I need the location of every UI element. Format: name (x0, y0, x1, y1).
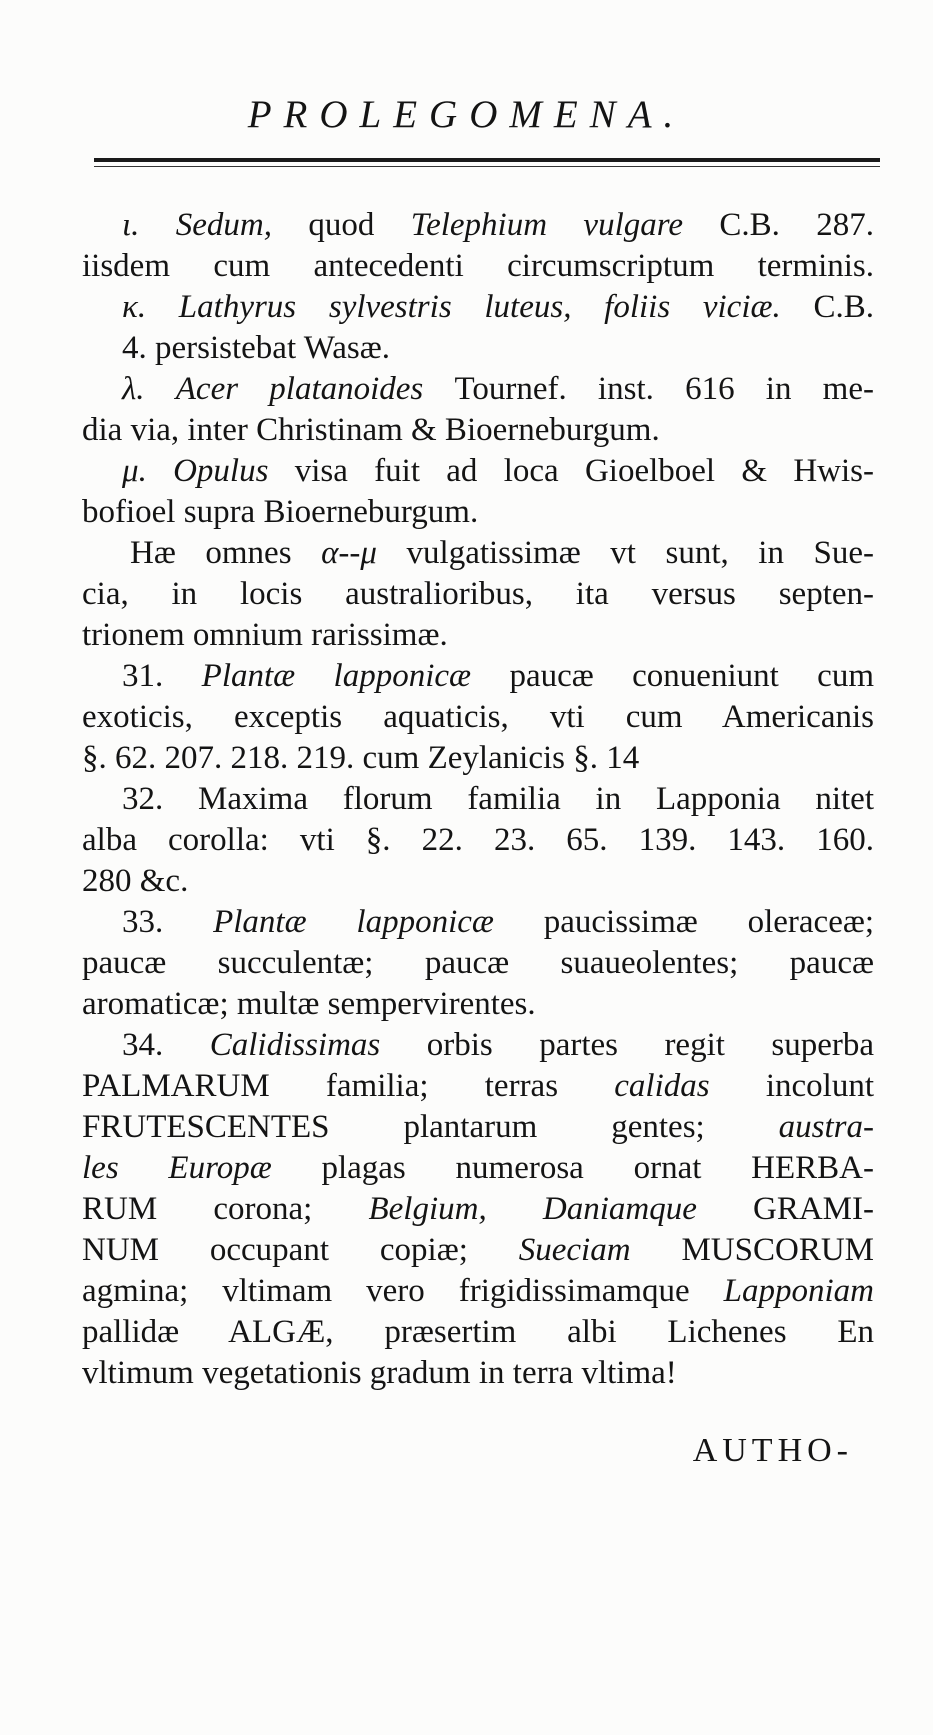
text-line (82, 1312, 874, 1353)
roman-text: 4. persistebat Wasæ. (122, 330, 391, 366)
text-line (82, 369, 874, 410)
text-line (82, 1271, 874, 1312)
italic-text: ι. Sedum, (122, 207, 309, 243)
roman-text: PALMARUM familia; terras (82, 1068, 615, 1104)
roman-text: 280 &c. (82, 863, 189, 899)
italic-text: austra- (778, 1109, 874, 1145)
roman-text: incolunt (765, 1068, 874, 1104)
text-line (82, 779, 874, 820)
roman-text: quod (308, 207, 411, 243)
italic-text: α--μ (321, 535, 407, 571)
text-line (82, 820, 874, 861)
italic-text: Lapponiam (723, 1273, 874, 1309)
header-rule-thin (94, 166, 880, 167)
roman-text: 31. (122, 658, 202, 694)
text-line (82, 902, 874, 943)
italic-text: les Europæ (82, 1150, 322, 1186)
text-line (82, 861, 874, 902)
text-line (82, 205, 874, 246)
italic-text: λ. Acer platanoides (122, 371, 455, 407)
roman-text: bofioel supra Bioerneburgum. (82, 494, 479, 530)
italic-text: Plantæ lapponicæ (213, 904, 544, 940)
roman-text: MUSCORUM (681, 1232, 874, 1268)
roman-text: agmina; vltimam vero frigidissimamque (82, 1273, 724, 1309)
roman-text: 32. Maxima florum familia in Lapponia nitet (122, 781, 874, 817)
text-line (82, 697, 874, 738)
roman-text: paucæ succulentæ; paucæ suaueolentes; paucæ (82, 945, 874, 981)
text-line (82, 533, 874, 574)
text-line (82, 287, 874, 328)
italic-text: Calidissimas (209, 1027, 427, 1063)
header-rule (94, 158, 880, 162)
body-text (82, 205, 874, 1394)
roman-text: vulgatissimæ vt sunt, in Sue- (406, 535, 874, 571)
text-line (82, 246, 874, 287)
text-line (82, 738, 874, 779)
roman-text: FRUTESCENTES plantarum gentes; (82, 1109, 779, 1145)
roman-text: exoticis, exceptis aquaticis, vti cum Americanis (82, 699, 874, 735)
roman-text: iisdem cum antecedenti circumscriptum terminis. (82, 248, 874, 284)
roman-text: Tournef. inst. 616 in me- (454, 371, 874, 407)
roman-text: NUM occupant copiæ; (82, 1232, 519, 1268)
italic-text: calidas (614, 1068, 766, 1104)
roman-text: dia via, inter Christinam & Bioerneburgum. (82, 412, 660, 448)
text-line (82, 451, 874, 492)
roman-text: trionem omnium rarissimæ. (82, 617, 448, 653)
roman-text: paucissimæ oleraceæ; (543, 904, 874, 940)
catchword: AUTHO- (692, 1432, 853, 1469)
roman-text: C.B. (813, 289, 874, 325)
roman-text: plagas numerosa ornat HERBA- (321, 1150, 874, 1186)
roman-text: 33. (122, 904, 214, 940)
text-line (82, 410, 874, 451)
text-line (82, 492, 874, 533)
text-line (82, 328, 874, 369)
text-line (82, 1353, 874, 1394)
italic-text: Sueciam (518, 1232, 682, 1268)
roman-text: C.B. 287. (719, 207, 874, 243)
text-line (82, 943, 874, 984)
roman-text: cia, in locis australioribus, ita versus septen- (82, 576, 874, 612)
roman-text: 34. (122, 1027, 210, 1063)
text-line (82, 984, 874, 1025)
italic-text: κ. Lathyrus sylvestris luteus, foliis viciæ. (122, 289, 814, 325)
roman-text: alba corolla: vti §. 22. 23. 65. 139. 143. 160. (82, 822, 874, 858)
roman-text: RUM corona; (82, 1191, 369, 1227)
italic-text: Telephium vulgare (410, 207, 720, 243)
roman-text: paucæ conueniunt cum (509, 658, 874, 694)
roman-text: aromaticæ; multæ sempervirentes. (82, 986, 536, 1022)
text-line (82, 1025, 874, 1066)
italic-text: Plantæ lapponicæ (201, 658, 510, 694)
text-line (82, 1189, 874, 1230)
roman-text: pallidæ ALGÆ, præsertim albi Lichenes En (82, 1314, 874, 1350)
text-line (82, 574, 874, 615)
italic-text: μ. Opulus (122, 453, 295, 489)
roman-text: orbis partes regit superba (426, 1027, 874, 1063)
roman-text: visa fuit ad loca Gioelboel & Hwis- (294, 453, 874, 489)
text-line (82, 1148, 874, 1189)
text-line (82, 656, 874, 697)
roman-text: GRAMI- (753, 1191, 874, 1227)
running-header: PROLEGOMENA. (247, 93, 686, 136)
roman-text: §. 62. 207. 218. 219. cum Zeylanicis §. 14 (82, 740, 640, 776)
roman-text: vltimum vegetationis gradum in terra vltima! (82, 1355, 677, 1391)
text-line (82, 615, 874, 656)
text-line (82, 1066, 874, 1107)
text-line (82, 1107, 874, 1148)
roman-text: Hæ omnes (130, 535, 322, 571)
text-line (82, 1230, 874, 1271)
italic-text: Belgium, Daniamque (368, 1191, 753, 1227)
